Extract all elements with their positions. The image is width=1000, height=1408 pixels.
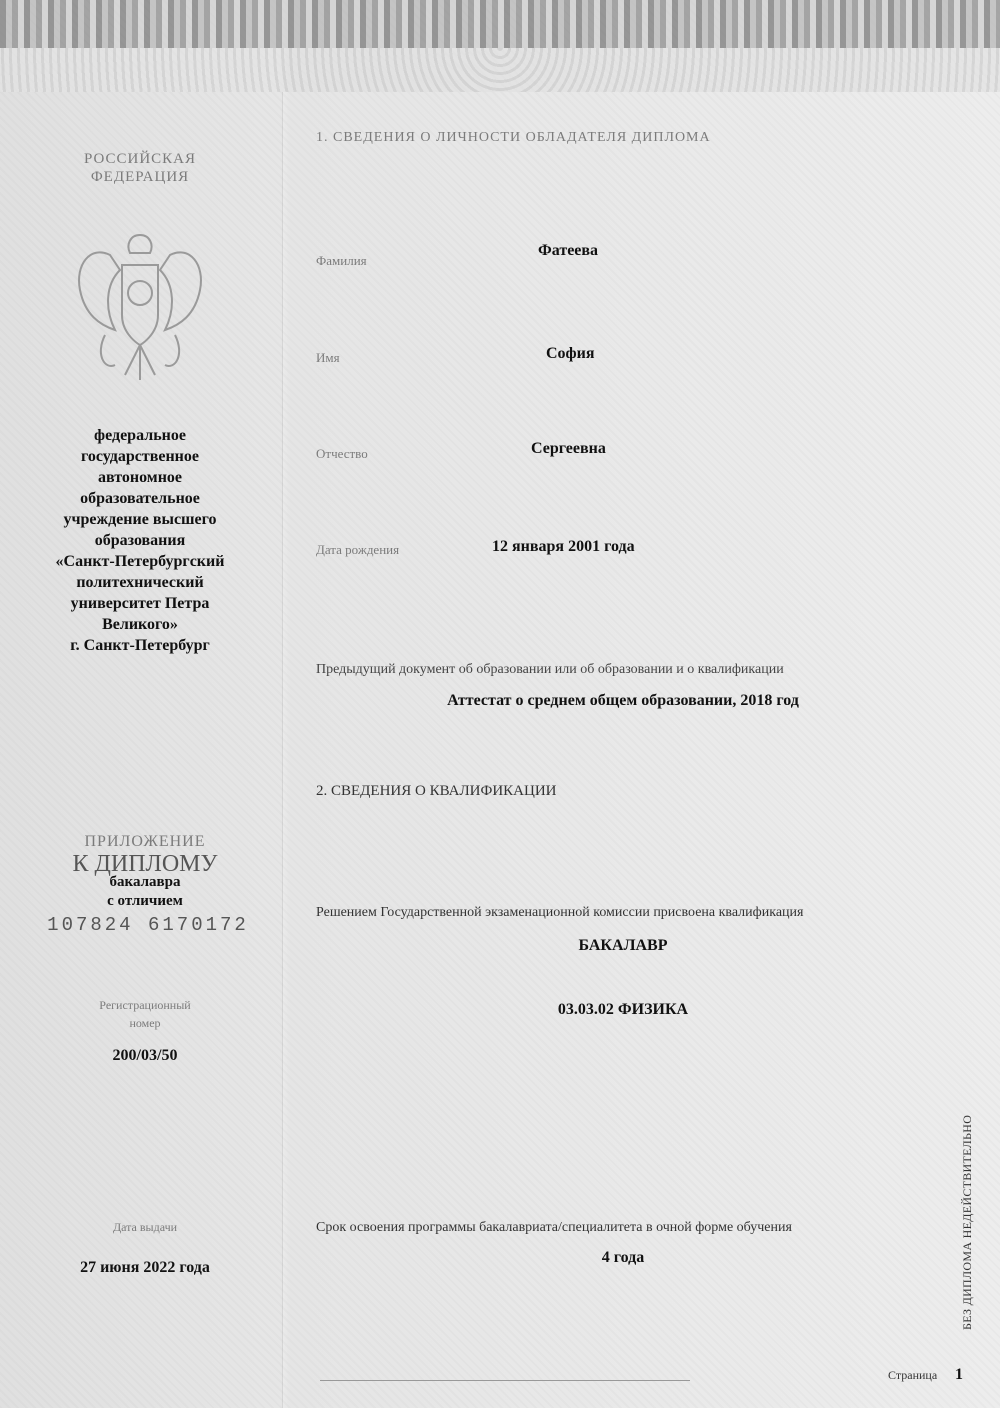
degree-type: [40, 873, 250, 911]
specialty-value: 03.03.02 ФИЗИКА: [557, 1001, 689, 1018]
bottom-divider: [320, 1380, 690, 1381]
qualification-value: БАКАЛАВР: [578, 937, 668, 954]
section2-title: 2. СВЕДЕНИЯ О КВАЛИФИКАЦИИ: [316, 783, 557, 799]
org-line: г. Санкт-Петербург: [70, 637, 210, 654]
validity-note-text: БЕЗ ДИПЛОМА НЕДЕЙСТВИТЕЛЬНО: [960, 1114, 974, 1330]
previous-document-label: Предыдущий документ об образовании или об образовании и о квалификации: [316, 662, 784, 677]
name-value: София: [546, 345, 595, 362]
serial-number: 107824 6170172: [47, 914, 249, 936]
registration-number: 200/03/50: [112, 1047, 178, 1064]
degree-line: бакалавра: [109, 874, 181, 890]
surname-label: Фамилия: [316, 253, 367, 268]
patronymic-value: Сергеевна: [531, 440, 606, 457]
security-pattern-band: [0, 0, 1000, 48]
issue-date: 27 июня 2022 года: [80, 1259, 210, 1276]
org-line: образовательное: [80, 490, 200, 507]
surname-value: Фатеева: [538, 242, 599, 259]
page-label: Страница: [888, 1368, 938, 1382]
organization-name: [30, 425, 250, 656]
org-line: политехнический: [76, 574, 204, 591]
birth-date-value: 12 января 2001 года: [492, 538, 635, 555]
appendix-subtitle: К ДИПЛОМУ: [72, 851, 218, 877]
country-name: РОССИЙСКАЯ ФЕДЕРАЦИЯ: [83, 151, 197, 185]
org-line: учреждение высшего: [63, 511, 217, 528]
registration-label: [70, 996, 220, 1032]
org-line: образования: [94, 532, 186, 549]
registration-label-line: Регистрационный: [99, 998, 191, 1012]
org-line: Великого»: [102, 616, 178, 633]
study-term-label: Срок освоения программы бакалавриата/специалитета в очной форме обучения: [316, 1220, 792, 1235]
org-line: федеральное: [94, 427, 186, 444]
degree-line: с отличием: [107, 893, 183, 909]
coat-of-arms-icon: [60, 215, 220, 395]
section1-title: 1. СВЕДЕНИЯ О ЛИЧНОСТИ ОБЛАДАТЕЛЯ ДИПЛОМА: [316, 130, 711, 145]
appendix-title: ПРИЛОЖЕНИЕ: [84, 833, 206, 850]
patronymic-label: Отчество: [316, 446, 368, 461]
org-line: «Санкт-Петербургский: [55, 553, 225, 570]
org-line: государственное: [81, 448, 199, 465]
registration-label-line: номер: [129, 1016, 161, 1030]
page-number: 1: [955, 1366, 963, 1383]
security-pattern-wave: [0, 48, 1000, 92]
name-label: Имя: [316, 350, 340, 365]
study-term-value: 4 года: [601, 1249, 645, 1266]
validity-note: [960, 1090, 980, 1330]
org-line: университет Петра: [70, 595, 210, 612]
qualification-decision-label: Решением Государственной экзаменационной комиссии присвоена квалификация: [316, 905, 804, 920]
issue-date-label: Дата выдачи: [112, 1220, 178, 1234]
org-line: автономное: [97, 469, 183, 486]
previous-document-value: Аттестат о среднем общем образовании, 2018 год: [447, 692, 799, 709]
birth-date-label: Дата рождения: [316, 542, 400, 557]
